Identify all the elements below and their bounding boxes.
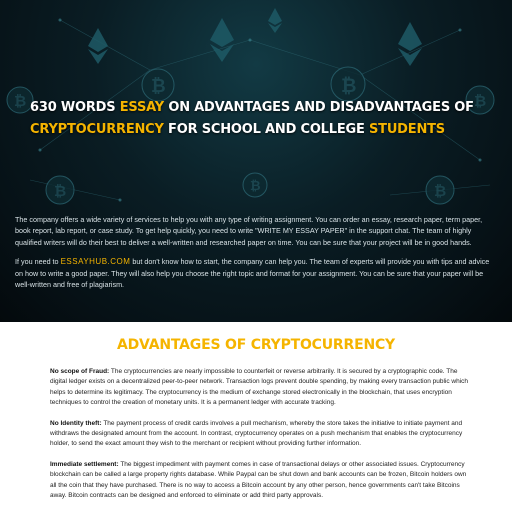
intro-paragraph-1: The company offers a wide variety of services to help you with any type of writing assignment. You can order an essay, research paper, term paper, book report, lab report, or case study. To get help quickly, you need to write "WRITE MY ESSAY PAPER" in the support chat. The team of highly qualified writers will do their best to deliver a well-written and researched paper on time. You can be sure that your project will be in good hands. bbox=[15, 215, 483, 247]
svg-text:₿: ₿ bbox=[54, 182, 67, 200]
essayhub-link[interactable]: ESSAYHUB.COM bbox=[60, 257, 131, 267]
title-part: FOR SCHOOL AND COLLEGE bbox=[163, 122, 369, 137]
intro-text bbox=[15, 214, 499, 298]
advantage-item: No scope of Fraud: The cryptocurrencies are nearly impossible to counterfeit or reverse arbitrarily. It is secured by a cryptographic code. The digital ledger exists on a decentralized peer-to-peer network. Transaction logs prevent double spending, by making every transaction public which helps to determine its legitimacy. The cryptocurrency is the medium of exchange stored electronically in the blockchain, that uses encryption techniques to control the creation of monetary units. It is a permanent ledger with accurate tracking. bbox=[50, 368, 469, 407]
title-part: ESSAY bbox=[119, 100, 165, 115]
advantages-section bbox=[0, 322, 512, 512]
svg-text:₿: ₿ bbox=[250, 179, 261, 194]
intro-paragraph-2: If you need to ESSAYHUB.COM but don't know how to start, the company can help you. The team of experts will provide you with tips and advice on how to write a good paper. They will also help you choose the right topic and format for your assignment. You can be sure that your paper will be well-written and free of plagiarism. bbox=[15, 257, 490, 290]
page-title bbox=[30, 97, 490, 141]
title-part: CRYPTOCURRENCY bbox=[30, 122, 164, 137]
svg-text:₿: ₿ bbox=[474, 92, 487, 110]
advantages-heading: ADVANTAGES OF CRYPTOCURRENCY bbox=[117, 337, 395, 353]
title-part: STUDENTS bbox=[369, 122, 445, 137]
title-part: ON ADVANTAGES AND DISADVANTAGES OF bbox=[164, 100, 474, 115]
advantage-item: No Identity theft: The payment process of credit cards involves a pull mechanism, whereby the store takes the initiative to initiate payment and withdraws the designated amount from the account. In contrast, cryptocurrency operates on a push mechanism that enables the cryptocurrency holder, to send the exact amount they wish to the merchant or recipient without providing further information. bbox=[50, 419, 463, 448]
advantage-item: Immediate settlement: The biggest impediment with payment comes in case of transactional delays or other associated issues. Cryptocurrency blockchain can be called a large property rights database. While Paypal can be shut down and bank accounts can be frozen, Bitcoin holders own all the coin that they have purchased. There is no way to access a Bitcoin account by any other person, hence governments can't take Bitcoins away. Bitcoin contracts can be designed and enforced to eliminate or add third party approvals. bbox=[50, 460, 467, 500]
ethereum-icon bbox=[88, 28, 108, 64]
svg-text:₿: ₿ bbox=[14, 92, 27, 110]
title-part: 630 WORDS bbox=[30, 100, 120, 115]
svg-text:₿: ₿ bbox=[151, 76, 166, 97]
svg-text:₿: ₿ bbox=[341, 75, 357, 97]
svg-text:₿: ₿ bbox=[434, 182, 447, 200]
